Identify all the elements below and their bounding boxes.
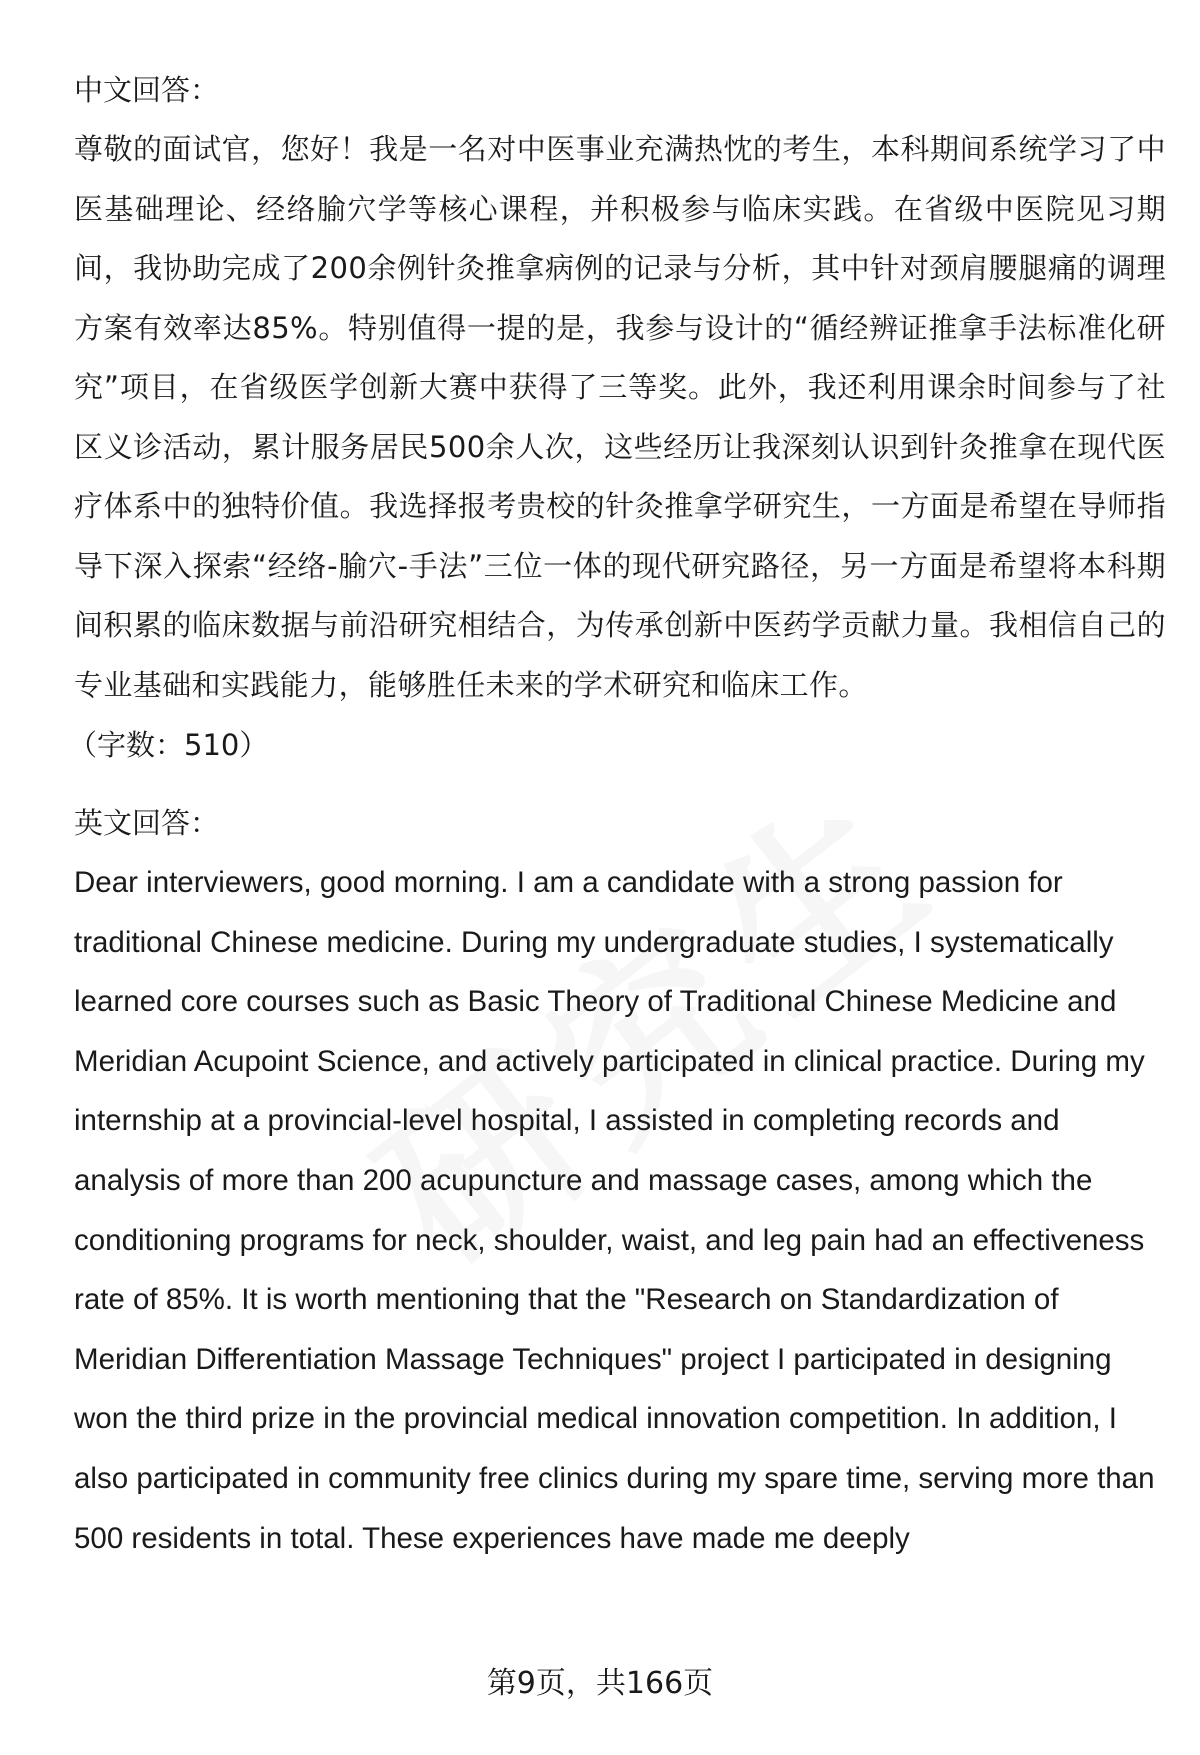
- section-spacer: [74, 775, 1166, 793]
- page-number: 第9页，共166页: [486, 1666, 714, 1701]
- word-count: （字数：510）: [68, 728, 269, 762]
- chinese-answer-body: 尊敬的面试官，您好！我是一名对中医事业充满热忱的考生，本科期间系统学习了中医基础理论、经络腧穴学等核心课程，并积极参与临床实践。在省级中医院见习期间，我协助完成了200余例针灸推拿病例的记录与分析，其中针对颈肩腰腿痛的调理方案有效率达85%。特别值得一提的是，我参与设计的“循经辨证推拿手法标准化研究”项目，在省级医学创新大赛中获得了三等奖。此外，我还利用课余时间参与了社区义诊活动，累计服务居民500余人次，这些经历让我深刻认识到针灸推拿在现代医疗体系中的独特价值。我选择报考贵校的针灸推拿学研究生，一方面是希望在导师指导下深入探索“经络-腧穴-手法”三位一体的现代研究路径，另一方面是希望将本科期间积累的临床数据与前沿研究相结合，为传承创新中医药学贡献力量。我相信自己的专业基础和实践能力，能够胜任未来的学术研究和临床工作。: [74, 132, 1166, 702]
- document-content: [68, 60, 1166, 1568]
- chinese-answer-label: 中文回答：: [74, 73, 220, 107]
- english-answer-label: 英文回答：: [74, 806, 220, 840]
- english-answer-body: Dear interviewers, good morning. I am a candidate with a strong passion for traditional Chinese medicine. During my undergraduate studies, I systematically learned core courses such as Basic Theory of Traditional Chinese Medicine and Meridian Acupoint Science, and actively participated in clinical practice. During my internship at a provincial-level hospital, I assisted in completing records and analysis of more than 200 acupuncture and massage cases, among which the conditioning programs for neck, shoulder, waist, and leg pain had an effectiveness rate of 85%. It is worth mentioning that the "Research on Standardization of Meridian Differentiation Massage Techniques" project I participated in designing won the third prize in the provincial medical innovation competition. In addition, I also participated in community free clinics during my spare time, serving more than 500 residents in total. These experiences have made me deeply: [74, 866, 1155, 1555]
